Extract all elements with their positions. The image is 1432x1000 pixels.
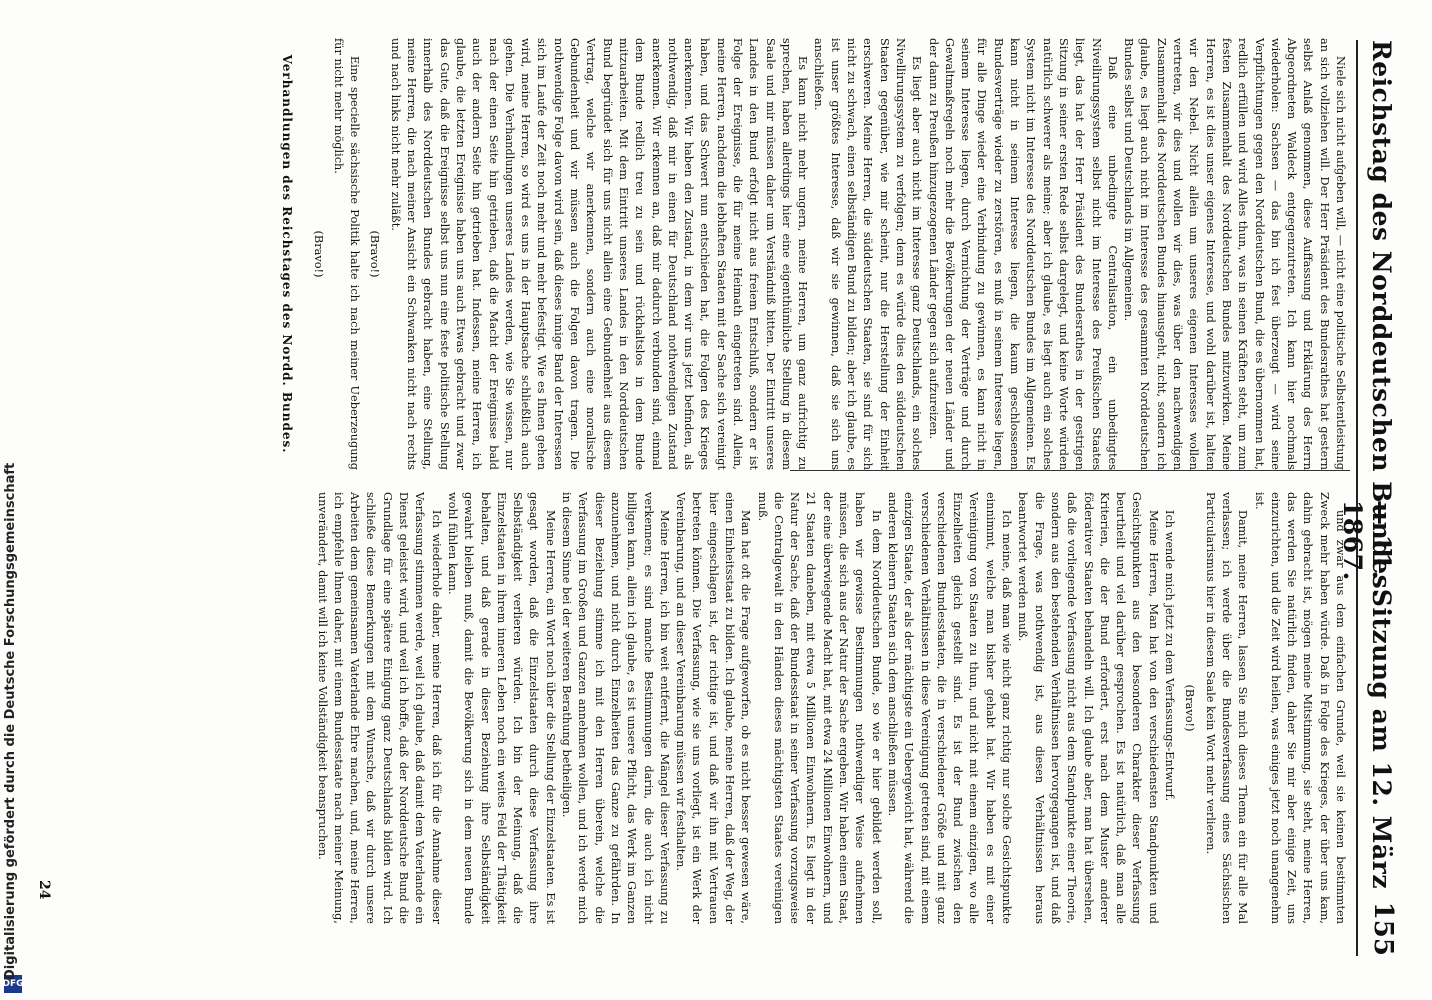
paragraph: Es kann nicht mehr ungern, meine Herren, um ganz aufrichtig zu sprechen, haben allerdings hier eine eigenthümliche Stellung in diesem Saale und mir müssen daher um Verständniß bitten. Der Eintritt unseres Landes in den Bund erfolgt nicht aus freiem Entschluß, sondern er ist Folge der Ereignisse, die für meine Heimath eingetreten sind. Allein, meine Herren, nachdem die lebhaften Staaten mit der Sache sich vereinigt haben, und das Schwert nun entschieden hat, die Folgen des Krieges anerkennen. Wir haben den Zustand, in dem wir uns jetzt befinden, als nothwendig, daß mir in einen für Deutschland nothwendigen Zustand anerkennen. Wir erkennen an, daß mir dadurch verbunden sind, einmal dem Bunde redlich treu zu sein und rückhaltslos in dem Bunde mitzuarbeiten. Mit dem Eintritt unseres Landes in den Norddeutschen Bund begründet sich für uns nicht allein eine Gebundenheit aus diesem Vertrag, welche wir anerkennen, sondern auch eine moralische Gebundenheit und wir müssen auch die Folgen davon tragen. Die nothwendige Folge davon wird sein, daß dieses innige Band der Interessen sich im Laufe der Zeit noch mehr und mehr befestigt. Wie es Ihnen gehen wird, meine Herren, so wird es uns in der Hauptsache schließlich auch gehen. Die Verhandlungen unseres Landes werden, wie Sie wissen, nur nach der einen Seite hin getrieben, daß die Macht der Ereignisse bald auch der andern Seite hin getrieben hat. Indessen, meine Herren, ich glaube, die letzten Ereignisse haben uns auch Etwas gebracht und zwar das Gute, daß die Ereignisse selbst uns nun eine feste politische Stellung innerhalb des Norddeutschen Bundes gebracht haben, eine Stellung, meine Herren, die nach meiner Ansicht ein Schwanken nicht nach rechts und nach links nicht mehr zuläßt.: [388, 38, 810, 470]
credit-text: Digitalisierung gefördert durch die Deutsche Forschungsgemeinschaft: [3, 462, 18, 980]
paragraph: Meine Herren, ich bin weit entfernt, die Mängel dieser Verfassung zu verkennen; es sind manche Bestimmungen darin, die auch ich nicht billigen kann, allein ich glaube, es ist unsere Pflicht, das Werk im Ganzen anzunehmen, und nicht durch Einzelheiten das Ganze zu gefährden. In dieser Beziehung stimme ich mit den Herren überein, welche die Verfassung im Großen und Ganzen annehmen wollen, und ich werde mich in diesem Sinne bei der weiteren Berathung betheiligen.: [560, 492, 671, 924]
paragraph: Niele sich nicht aufgeben will, — nicht eine politische Selbstentleistung an sich vollziehen will. Der Herr Präsident des Bundesrathes hat gestern selbst Anlaß genommen, diese Auffassung und Erklärung des Herrn Abgeordneten Waldeck entgegenzutreten. Ich kann hier nochmals wiederholen: Sachsen — das bin ich fest überzeugt — wird seine Verpflichtungen gegen den Norddeutschen Bund, die es übernommen hat, redlich erfüllen und wird Alles thun, was in seinen Kräften steht, um zum festen Zusammenhalt des Norddeutschen Bundes mitzuwirken. Meine Herren, es ist dies unser eigenes Interesse, und wohl darüber ist, halten wir den Nebel. Nicht allein um unseres eigenen Interesses wollen vertreten, wir dies und wollen wir dies, was über den nachwendigen Zusammenhalt des Norddeutschen Bundes hinausgeht, nicht, sondern ich glaube, es liegt auch nicht im Interesse des gesammten Norddeutschen Bundes selbst und Deutschlands im Allgemeinen.: [1122, 38, 1347, 470]
running-title-right: — 11. Sitzung am 12. März 1867.: [1338, 500, 1396, 890]
applause-note: (Bravo!): [368, 230, 382, 278]
paragraph: Ich meine, daß man wie nicht ganz richtig nur solche Gesichtspunkte einnimmt, welche man bisher gehabt hat. Wir haben es mit einer Vereinigung von Staaten zu thun, und nicht mit einem einzigen, wo alle Einzelheiten gleich gestellt sind. Es ist der Bund zwischen den verschiedenen Bundesstaaten, die in verschiedener Größe und mit ganz verschiedenen Verhältnissen in diese Vereinigung getreten sind, mit einem einzigen Staate, der als der mächtigste ein Uebergewicht hat, während die anderen kleinern Staaten sich dem anschließen müssen.: [885, 492, 1014, 924]
left-column: [279, 38, 1348, 470]
applause-note: (Bravo!): [1183, 684, 1197, 732]
page-number: 155: [1368, 901, 1398, 956]
paragraph: Meine Herren, Man hat von den verschiedensten Standpunkten und Gesichtspunkten aus den besonderen Charakter dieser Verfassung beurtheilt und viel darüber gesprochen. Es ist natürlich, daß man alle Kriterien, die der Bund erfordert, erst nach dem Muster anderer föderativer Staaten behandeln will. Ich glaube aber, man hat übersehen, daß die vorliegende Verfassung nicht aus dem Standpunkte einer Theorie, sondern aus den bestehenden Verhältnissen hervorgegangen ist, und daß die Frage, was nothwendig ist, aus diesen Verhältnissen heraus beantwortet werden muß.: [1016, 492, 1160, 924]
digitization-credit: [0, 0, 30, 1000]
paragraph: Ich wiederhole daher, meine Herren, daß ich für die Annahme dieser Verfassung stimmen werde, weil ich glaube, daß damit dem Vaterlande ein Dienst geleistet wird, und weil ich hoffe, daß der Norddeutsche Bund die Grundlage für eine spätere Einigung ganz Deutschlands bilden wird. Ich schließe diese Bemerkungen mit dem Wunsche, daß wir durch unsere Arbeiten dem gemeinsamen Vaterlande Ehre machen, und, meine Herren, ich empfehle Ihnen daher, mit einem Bundesstaate nach meiner Meinung, unverändert, damit will ich keine Vollständigkeit beanspruchen.: [315, 492, 443, 924]
footer-title: Verhandlungen des Reichstages des Nordd. Bundes.: [280, 54, 295, 454]
paragraph: Daß eine unbedingte Centralisation, ein unbedingtes Niveilirungssystem selbst nicht im Interesse des Preußischen Staates liegt, das hat der Herr Präsident des Bundesrathes in der gestrigen Sitzung in seiner ersten Rede selbst dargelegt, und keine Worte würden natürlich schwerer als meine; aber ich glaube, es liegt auch ein solches System nicht im Interesse des Norddeutschen Bundes im Allgemeinen. Es kann nicht in seinem Interesse liegen, die kaum geschlossenen Bundesverträge wieder zu zerstören, es muß in seinem Interesse liegen, für alle Dinge wieder eine Verbindung zu gewinnen, es kann nicht in seinem Interesse liegen, durch Vernichtung der Verträge und durch Gewaltmaßregeln noch mehr die Bevölkerungen der neuen Länder und der dann zu Preußen hinzugezogenen Länder gegen sich aufzureizen.: [926, 38, 1119, 470]
dfg-logo-icon: DFG: [4, 975, 22, 993]
paragraph: und zwar aus dem einfachen Grunde, weil sie keinen bestimmten Zweck mehr haben würde. Daß in Folge des Krieges, der über uns kam, dahin gebracht ist, mögen meine Mitstimmung, sie steht, meine Herren, das werden Sie natürlich finden, daher Sie mir aber einige Zeit, uns einzurichten, und die Zeit wird heilen, was einiges jetzt noch unangenehm ist.: [1252, 492, 1347, 924]
paragraph: Damit, meine Herren, lassen Sie mich dieses Thema ein für alle Mal verlassen; ich werde über die Bundesverfassung eines Sächsischen Particularismus hier in diesem Saale kein Wort mehr verlieren.: [1203, 492, 1250, 924]
paragraph: Es liegt aber auch nicht im Interesse ganz Deutschlands, ein solches Nivellirungssystem zu verfolgen; denn es würde dies den süddeutschen Staaten gegenüber, wie mir scheint, nur die Herstellung der Einheit erschweren. Meine Herren, die süddeutschen Staaten, sie sind für sich nicht zu schwach, einen selbständigen Bund zu bilden; aber ich glaube, es ist unser größtes Interesse, daß wir sie gewinnen, daß sie sich uns anschließen.: [812, 38, 924, 470]
running-title-left: Reichstag des Norddeutschen Bundes.: [1367, 40, 1396, 599]
paragraph: Ich wende mich jetzt zu dem Verfassungs-Entwurf.: [1163, 510, 1177, 802]
paragraph: Eine specielle sächsische Politik halte ich nach meiner Ueberzeugung für nicht mehr möglich.: [331, 38, 362, 470]
paragraph: Meine Herren, ein Wort noch über die Stellung der Einzelstaaten. Es ist gesagt worden, daß die Einzelstaaten durch diese Verfassung ihre Selbständigkeit verlieren würden. Ich bin der Meinung, daß die Einzelstaaten in ihrem inneren Leben noch ein weites Feld der Thätigkeit behalten, und daß gerade in dieser Beziehung ihre Selbständigkeit gewahrt bleiben muß, damit die Bevölkerung sich in dem neuen Bunde wohl fühlen kann.: [445, 492, 557, 924]
applause-note: (Bravo!): [311, 230, 325, 278]
paragraph: Man hat oft die Frage aufgeworfen, ob es nicht besser gewesen wäre, einen Einheitsstaat zu bilden. Ich glaube, meine Herren, daß der Weg, der hier eingeschlagen ist, der richtige ist, und daß wir ihn mit Vertrauen betreten können. Die Verfassung, wie sie uns vorliegt, ist ein Werk der Vereinbarung, und an dieser Vereinbarung müssen wir festhalten.: [674, 492, 753, 924]
page-header: [1338, 40, 1408, 956]
sheet-signature: 24: [36, 880, 52, 900]
paragraph: In dem Norddeutschen Bunde, so wie er hier gebildet werden soll, haben wir gewisse Bestimmungen nothwendiger Weise aufnehmen müssen, die sich aus der Natur der Sache ergeben. Wir haben einen Staat, der eine überwiegende Macht hat, mit etwa 24 Millionen Einwohnern, und 21 Staaten daneben, mit etwa 5 Millionen Einwohnern. Es liegt in der Natur der Sache, daß der Bundesstaat in seiner Verfassung vorzugsweise die Centralgewalt in den Händen dieses mächtigsten Staates vereinigen muß.: [755, 492, 883, 924]
column-divider: [790, 470, 1350, 471]
right-column: [313, 492, 1348, 924]
